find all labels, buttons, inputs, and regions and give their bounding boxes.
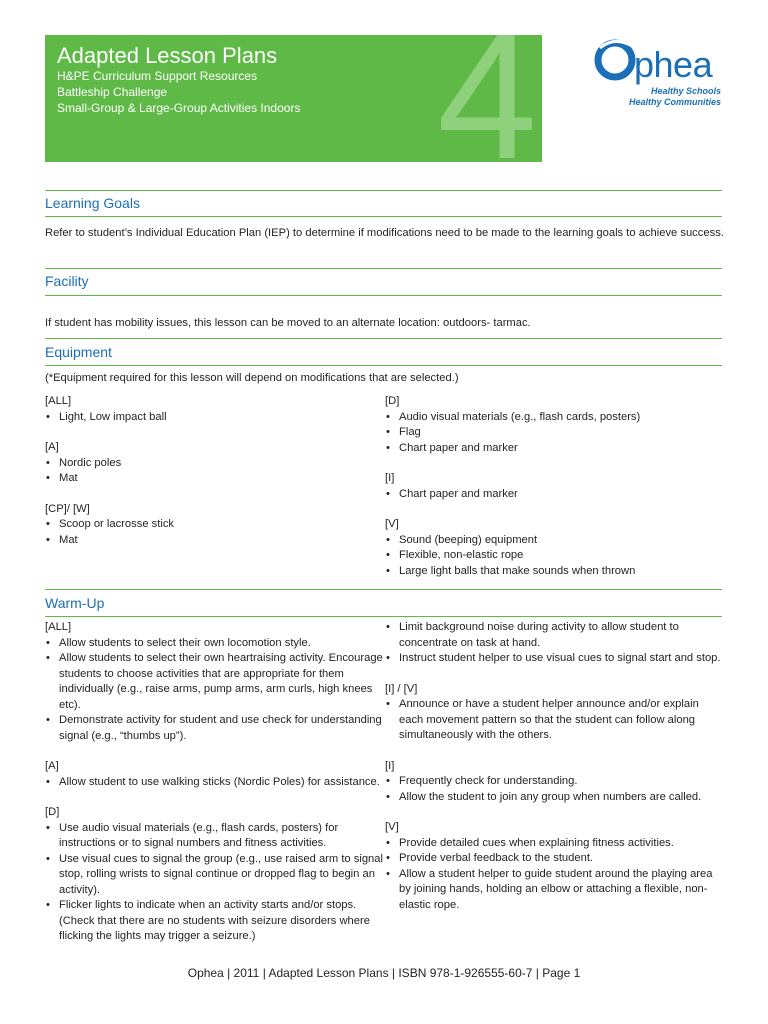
equipment-group xyxy=(385,471,725,502)
warmup-group xyxy=(45,805,385,945)
equipment-group xyxy=(385,517,725,579)
group-label: [ALL] xyxy=(45,621,72,633)
list-item: • Flag xyxy=(385,425,725,441)
lesson-number: 4 xyxy=(437,35,538,162)
list-item: • Allow the student to join any group when numbers are called. xyxy=(385,790,725,806)
heading-equipment: Equipment xyxy=(45,344,112,360)
group-label: [A] xyxy=(45,441,59,453)
learning-goals-text: Refer to student’s Individual Education Plan (IEP) to determine if modifications need to be made to the learning goals to achieve success. xyxy=(45,227,724,239)
list-item: • Light, Low impact ball xyxy=(45,410,365,426)
ophea-logo xyxy=(592,36,727,112)
list-item: • Use audio visual materials (e.g., flash cards, posters) for instructions or to signal numbers and fitness activities. xyxy=(45,821,385,852)
equipment-note: (*Equipment required for this lesson will depend on modifications that are selected.) xyxy=(45,372,459,384)
list-item: • Demonstrate activity for student and use check for understanding signal (e.g., “thumbs up”). xyxy=(45,713,385,744)
group-label: [CP]/ [W] xyxy=(45,502,90,515)
group-label: [ALL] xyxy=(45,395,72,407)
list-item: • Scoop or lacrosse stick xyxy=(45,517,365,533)
equipment-group xyxy=(45,394,365,425)
header-banner xyxy=(45,35,542,162)
list-item: • Mat xyxy=(45,533,365,549)
heading-learning-goals: Learning Goals xyxy=(45,195,140,211)
list-item: • Large light balls that make sounds when thrown xyxy=(385,564,725,580)
heading-warm-up: Warm-Up xyxy=(45,595,105,611)
warmup-group xyxy=(385,682,725,744)
warmup-right-column xyxy=(385,620,725,913)
warmup-group xyxy=(385,820,725,913)
logo-tagline-1: Healthy Schools xyxy=(650,86,721,96)
group-label: [A] xyxy=(45,760,59,772)
divider xyxy=(45,589,722,590)
list-item: • Frequently check for understanding. xyxy=(385,774,725,790)
subtitle-lesson: Battleship Challenge xyxy=(57,85,168,99)
heading-facility: Facility xyxy=(45,273,89,289)
list-item: • Announce or have a student helper announce and/or explain each movement pattern so that the student can follow along simultaneously with the others. xyxy=(385,697,725,744)
list-item: • Provide verbal feedback to the student. xyxy=(385,851,725,867)
logo-word: phea xyxy=(634,44,713,85)
group-label: [V] xyxy=(385,821,399,833)
subtitle-resources: H&PE Curriculum Support Resources xyxy=(57,69,258,83)
logo-tagline-2: Healthy Communities xyxy=(628,97,721,107)
equipment-left-column xyxy=(45,394,365,548)
warmup-group xyxy=(385,759,725,806)
list-item: • Flexible, non-elastic rope xyxy=(385,548,725,564)
group-label: [D] xyxy=(45,806,60,818)
list-item: • Nordic poles xyxy=(45,456,365,472)
facility-text: If student has mobility issues, this lesson can be moved to an alternate location: outdoors- tarmac. xyxy=(45,317,531,329)
list-item: • Use visual cues to signal the group (e.g., use raised arm to signal stop, rolling wrists to signal continue or dropped flag to begin an activity). xyxy=(45,852,385,899)
warmup-group xyxy=(385,620,725,667)
equipment-group xyxy=(45,502,365,549)
list-item: • Chart paper and marker xyxy=(385,487,725,503)
divider xyxy=(45,338,722,339)
divider xyxy=(45,365,722,366)
list-item: • Flicker lights to indicate when an activity starts and/or stops. (Check that there are no students with seizure disorders where flicking the lights may trigger a seizure.) xyxy=(45,898,385,945)
page-title: Adapted Lesson Plans xyxy=(57,43,278,68)
ophea-swoosh-icon xyxy=(594,36,636,82)
list-item: • Chart paper and marker xyxy=(385,441,725,457)
warmup-group xyxy=(45,620,385,744)
list-item: • Sound (beeping) equipment xyxy=(385,533,725,549)
list-item: • Instruct student helper to use visual cues to signal start and stop. xyxy=(385,651,725,667)
equipment-group xyxy=(45,440,365,487)
list-item: • Provide detailed cues when explaining fitness activities. xyxy=(385,836,725,852)
list-item: • Allow students to select their own locomotion style. xyxy=(45,636,385,652)
divider xyxy=(45,268,722,269)
group-label: [I] xyxy=(385,759,395,772)
group-label: [V] xyxy=(385,518,399,530)
warmup-left-column xyxy=(45,620,385,945)
list-item: • Allow students to select their own heartraising activity. Encourage students to choose activities that are appropriate for them individually (e.g., raise arms, pump arms, arm curls, high knees etc). xyxy=(45,651,385,713)
group-label: [D] xyxy=(385,395,400,407)
divider xyxy=(45,216,722,217)
divider xyxy=(45,190,722,191)
group-label: [I] xyxy=(385,472,395,484)
list-item: • Mat xyxy=(45,471,365,487)
warmup-group xyxy=(45,759,385,790)
equipment-right-column xyxy=(385,394,725,579)
page-footer: Ophea | 2011 | Adapted Lesson Plans | ISBN 978-1-926555-60-7 | Page 1 xyxy=(187,966,581,980)
subtitle-activity: Small-Group & Large-Group Activities Indoors xyxy=(57,101,301,115)
list-item: • Allow a student helper to guide student around the playing area by joining hands, holding an elbow or attaching a flexible, non-elastic rope. xyxy=(385,867,725,914)
list-item: • Allow student to use walking sticks (Nordic Poles) for assistance. xyxy=(45,775,385,791)
group-label: [I] / [V] xyxy=(385,682,418,695)
equipment-group xyxy=(385,394,725,456)
divider xyxy=(45,295,722,296)
divider xyxy=(45,616,722,617)
list-item: • Audio visual materials (e.g., flash cards, posters) xyxy=(385,410,725,426)
list-item: • Limit background noise during activity to allow student to concentrate on task at hand. xyxy=(385,620,725,651)
